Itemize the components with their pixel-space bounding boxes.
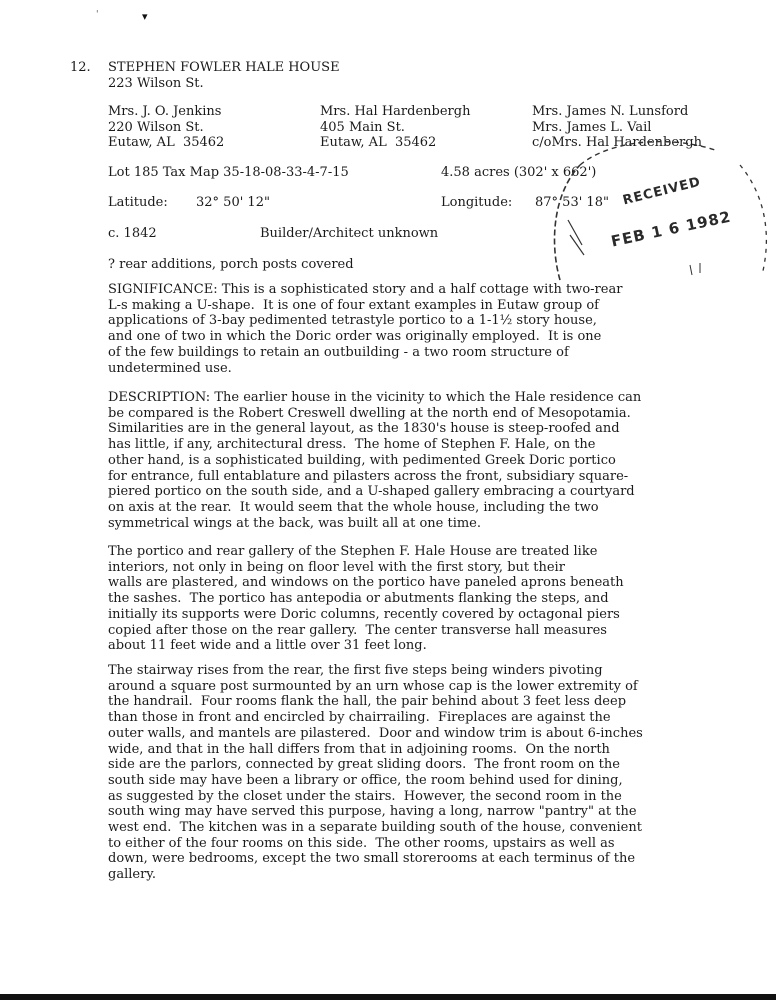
portico-paragraph [108, 544, 704, 654]
lot-tax-map: Lot 185 Tax Map 35-18-08-33-4-7-15 [108, 165, 349, 180]
entry-number: 12. [70, 60, 91, 75]
text-line: L-s making a U-shape. It is one of four extant examples in Eutaw group of [108, 297, 599, 313]
owner-street: 220 Wilson St. [108, 120, 204, 135]
text-line: The portico and rear gallery of the Stephen F. Hale House are treated like [108, 544, 598, 559]
text-line: and one of two in which the Doric order was originally employed. It is one [108, 329, 602, 345]
owner-city: Eutaw, AL 35462 [320, 135, 437, 150]
scan-speck: ' [96, 10, 99, 20]
builder-architect: Builder/Architect unknown [260, 226, 439, 241]
stamp-date: FEB 1 6 1982 [609, 207, 733, 251]
scan-bottom-edge [0, 994, 776, 1000]
text-line: copied after those on the rear gallery. The center transverse hall measures [108, 622, 607, 638]
scan-speck: ▾ [142, 10, 148, 23]
construction-date: c. 1842 [108, 226, 157, 241]
entry-title: STEPHEN FOWLER HALE HOUSE [108, 60, 340, 75]
text-line: applications of 3-bay pedimented tetrastyle portico to a 1-1½ story house, [108, 313, 597, 329]
owner-street: 405 Main St. [320, 120, 405, 135]
text-line: than those in front and encircled by chairrailing. Fireplaces are against the [108, 710, 611, 726]
text-line: initially its supports were Doric columns, recently covered by octagonal piers [108, 606, 620, 622]
text-line: wide, and that in the hall differs from that in adjoining rooms. On the north [108, 741, 610, 757]
owner-city: c/oMrs. Hal Hardenbergh [532, 135, 702, 150]
owner-street: Mrs. James L. Vail [532, 120, 652, 135]
text-line: DESCRIPTION: The earlier house in the vicinity to which the Hale residence can [108, 390, 642, 405]
text-line: as suggested by the closet under the stairs. However, the second room in the [108, 788, 622, 804]
significance-paragraph [108, 282, 704, 376]
text-line: on axis at the rear. It would seem that the whole house, including the two [108, 499, 599, 515]
longitude-label: Longitude: [441, 195, 513, 210]
text-line: Similarities are in the general layout, as the 1830's house is steep-roofed and [108, 421, 620, 437]
alteration-notes: ? rear additions, porch posts covered [108, 257, 354, 272]
owner-name: Mrs. James N. Lunsford [532, 104, 689, 119]
text-line: south wing may have served this purpose, having a long, narrow "pantry" at the [108, 804, 637, 820]
text-line: piered portico on the south side, and a U-shaped gallery embracing a courtyard [108, 484, 635, 500]
text-line: be compared is the Robert Creswell dwelling at the north end of Mesopotamia. [108, 405, 631, 421]
text-line: outer walls, and mantels are pilastered. Door and window trim is about 6-inches [108, 725, 643, 741]
latitude-value: 32° 50' 12" [196, 195, 270, 210]
text-line: symmetrical wings at the back, was built all at one time. [108, 515, 482, 531]
text-line: down, were bedrooms, except the two small storerooms at each terminus of the [108, 851, 636, 867]
longitude-value: 87° 53' 18" [535, 195, 609, 210]
text-line: has little, if any, architectural dress. The home of Stephen F. Hale, on the [108, 437, 596, 453]
text-line: walls are plastered, and windows on the portico have paneled aprons beneath [108, 575, 624, 591]
lot-acres: 4.58 acres (302' x 662') [441, 165, 597, 180]
owner-name: Mrs. Hal Hardenbergh [320, 104, 471, 119]
text-line: about 11 feet wide and a little over 31 feet long. [108, 638, 427, 654]
text-line: side are the parlors, connected by great sliding doors. The front room on the [108, 757, 620, 773]
text-line: of the few buildings to retain an outbuilding - a two room structure of [108, 344, 569, 360]
owner-name: Mrs. J. O. Jenkins [108, 104, 222, 119]
received-stamp-icon [540, 135, 776, 285]
text-line: undetermined use. [108, 360, 232, 376]
stamp-received: RECEIVED [621, 174, 703, 209]
description-paragraph [108, 390, 704, 531]
text-line: The stairway rises from the rear, the first five steps being winders pivoting [108, 663, 603, 678]
text-line: around a square post surmounted by an urn whose cap is the lower extremity of [108, 678, 638, 694]
text-line: the handrail. Four rooms flank the hall, the pair behind about 3 feet less deep [108, 694, 627, 710]
text-line: west end. The kitchen was in a separate building south of the house, convenient [108, 820, 642, 836]
text-line: south side may have been a library or office, the room behind used for dining, [108, 772, 623, 788]
owner-city: Eutaw, AL 35462 [108, 135, 225, 150]
text-line: to either of the four rooms on this side. The other rooms, upstairs as well as [108, 835, 615, 851]
text-line: SIGNIFICANCE: This is a sophisticated story and a half cottage with two-rear [108, 282, 623, 297]
entry-address: 223 Wilson St. [108, 76, 204, 91]
text-line: gallery. [108, 867, 157, 883]
text-line: the sashes. The portico has antepodia or abutments flanking the steps, and [108, 591, 609, 607]
stairway-paragraph [108, 663, 704, 883]
text-line: other hand, is a sophisticated building, with pedimented Greek Doric portico [108, 452, 616, 468]
text-line: interiors, not only in being on floor level with the first story, but their [108, 559, 565, 575]
text-line: for entrance, full entablature and pilasters across the front, subsidiary square- [108, 468, 629, 484]
latitude-label: Latitude: [108, 195, 168, 210]
